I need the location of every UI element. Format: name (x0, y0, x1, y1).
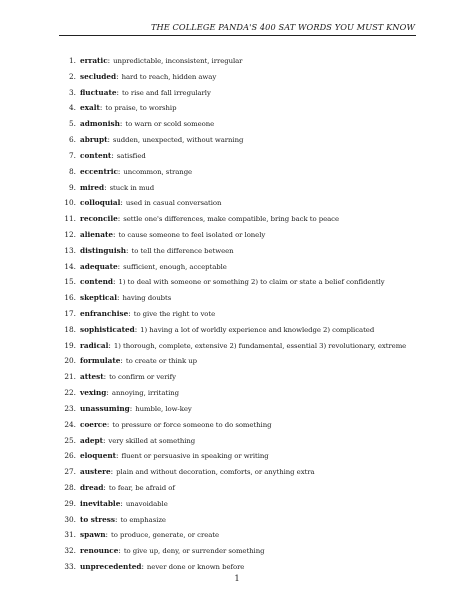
entry-number: 9. (69, 182, 76, 192)
entry-number: 27. (64, 467, 76, 477)
word-separator: : (117, 293, 120, 303)
word-separator: : (129, 403, 133, 413)
vocab-definition: humble, low-key (135, 404, 192, 413)
vocab-definition: sudden, unexpected, without warning (112, 136, 244, 145)
vocab-word: austere (80, 467, 111, 477)
entry-number: 33. (64, 562, 76, 571)
word-separator: : (119, 119, 123, 129)
vocab-definition: very skilled at something (108, 436, 196, 445)
entry-number: 24. (64, 419, 76, 429)
list-item (59, 103, 419, 119)
list-item (59, 420, 419, 436)
entry-number: 6. (69, 135, 76, 145)
vocab-definition: having doubts (122, 294, 172, 303)
vocab-word: unprecedented (80, 562, 142, 571)
vocab-word: distinguish (80, 245, 127, 255)
word-separator: : (114, 514, 118, 524)
word-separator: : (116, 71, 119, 81)
vocab-definition: fluent or persuasive in speaking or writing (121, 452, 269, 461)
vocab-word: enfranchise (80, 309, 129, 318)
entry-number: 5. (69, 119, 76, 129)
vocab-word: erratic (80, 56, 108, 65)
entry-number: 30. (64, 514, 76, 524)
entry-number: 25. (64, 435, 76, 445)
list-item (59, 530, 419, 546)
vocab-word: content (80, 150, 112, 160)
word-separator: : (134, 324, 138, 334)
entry-number: 19. (64, 340, 76, 350)
word-separator: : (117, 261, 121, 271)
entry-number: 21. (64, 372, 76, 382)
header-rule (59, 35, 416, 36)
vocab-definition: to give the right to vote (133, 310, 216, 318)
entry-number: 22. (64, 388, 76, 398)
list-item (59, 88, 419, 104)
entry-number: 11. (64, 214, 76, 224)
list-item (59, 293, 419, 309)
vocab-word: radical (80, 340, 109, 350)
vocab-definition: 1) having a lot of worldly experience and knowledge 2) complicated (140, 325, 375, 334)
vocab-word: admonish (80, 119, 120, 129)
vocab-word: attest (80, 372, 104, 382)
word-separator: : (106, 388, 109, 398)
list-item (59, 119, 419, 135)
word-separator: : (110, 467, 114, 477)
list-item (59, 230, 419, 246)
word-separator: : (126, 245, 129, 255)
word-separator: : (116, 87, 119, 97)
vocab-word: adequate (80, 261, 118, 271)
list-item (59, 499, 419, 515)
word-separator: : (116, 451, 119, 461)
vocab-word: alienate (80, 229, 113, 239)
vocabulary-list (59, 56, 419, 578)
vocab-word: eccentric (80, 166, 118, 176)
vocab-word: inevitable (80, 498, 121, 508)
vocab-word: renounce (80, 546, 119, 556)
vocab-definition: uncommon, strange (123, 167, 193, 176)
word-separator: : (111, 150, 114, 160)
vocab-word: vexing (80, 388, 107, 398)
vocab-word: reconcile (80, 214, 118, 224)
entry-number: 31. (64, 530, 76, 540)
word-separator: : (128, 309, 131, 318)
list-item (59, 198, 419, 214)
entry-number: 32. (64, 546, 76, 556)
vocab-definition: to pressure or force someone to do something (112, 420, 272, 429)
list-item (59, 404, 419, 420)
vocab-word: contend (80, 277, 114, 287)
vocab-word: formulate (80, 356, 121, 366)
list-item (59, 56, 419, 72)
word-separator: : (107, 135, 110, 145)
vocab-definition: to rise and fall irregularly (121, 88, 211, 97)
list-item (59, 135, 419, 151)
list-item (59, 341, 419, 357)
vocab-word: colloquial (80, 198, 121, 208)
vocab-word: abrupt (80, 135, 108, 145)
entry-number: 1. (69, 56, 76, 65)
word-separator: : (106, 419, 110, 429)
vocab-word: secluded (80, 71, 117, 81)
vocab-definition: to give up, deny, or surrender something (123, 547, 265, 556)
list-item (59, 183, 419, 199)
list-item (59, 388, 419, 404)
word-separator: : (99, 103, 103, 113)
list-item (59, 436, 419, 452)
vocab-definition: sufficient, enough, acceptable (123, 262, 227, 271)
entry-number: 7. (69, 150, 76, 160)
word-separator: : (108, 340, 111, 350)
word-separator: : (103, 372, 107, 382)
vocab-definition: to confirm or verify (109, 373, 176, 382)
vocab-definition: to emphasize (120, 515, 166, 524)
entry-number: 4. (69, 103, 76, 113)
vocab-definition: to tell the difference between (131, 246, 234, 255)
list-item (59, 325, 419, 341)
entry-number: 23. (64, 403, 76, 413)
vocab-word: fluctuate (80, 87, 117, 97)
vocab-definition: to produce, generate, or create (111, 531, 220, 540)
entry-number: 14. (64, 261, 76, 271)
list-item (59, 546, 419, 562)
word-separator: : (113, 277, 116, 287)
vocab-definition: 1) thorough, complete, extensive 2) fundamental, essential 3) revolutionary, extreme (113, 341, 407, 350)
word-separator: : (117, 214, 121, 224)
word-separator: : (118, 546, 121, 556)
list-item (59, 309, 419, 325)
entry-number: 3. (69, 87, 76, 97)
vocab-definition: hard to reach, hidden away (121, 72, 217, 81)
word-separator: : (120, 198, 123, 208)
vocab-definition: satisfied (116, 151, 146, 160)
vocab-word: dread (80, 482, 104, 492)
vocab-word: to stress (80, 514, 115, 524)
list-item (59, 214, 419, 230)
vocab-definition: to warn or scold someone (125, 120, 215, 129)
vocab-word: exalt (80, 103, 100, 113)
entry-number: 18. (64, 324, 76, 334)
entry-number: 13. (64, 245, 76, 255)
vocab-definition: stuck in mud (109, 183, 155, 192)
vocab-word: mired (80, 182, 105, 192)
entry-number: 15. (64, 277, 76, 287)
vocab-definition: used in casual conversation (125, 199, 222, 208)
vocab-definition: to fear, be afraid of (108, 483, 175, 492)
entry-number: 16. (64, 293, 76, 303)
vocab-word: unassuming (80, 403, 130, 413)
entry-number: 26. (64, 451, 76, 461)
vocab-definition: unavoidable (125, 499, 168, 508)
entry-number: 29. (64, 498, 76, 508)
vocab-definition: unpredictable, inconsistent, irregular (113, 57, 243, 65)
vocab-definition: 1) to deal with someone or something 2) to claim or state a belief confidently (118, 278, 385, 287)
entry-number: 8. (69, 166, 76, 176)
list-item (59, 451, 419, 467)
list-item (59, 167, 419, 183)
entry-number: 28. (64, 482, 76, 492)
entry-number: 17. (64, 309, 76, 318)
list-item (59, 356, 419, 372)
vocab-definition: to praise, to worship (105, 104, 177, 113)
list-item (59, 151, 419, 167)
vocab-word: coerce (80, 419, 107, 429)
entry-number: 10. (64, 198, 76, 208)
list-item (59, 246, 419, 262)
list-item (59, 277, 419, 293)
list-item (59, 483, 419, 499)
running-header: THE COLLEGE PANDA'S 400 SAT WORDS YOU MUST KNOW (150, 22, 415, 32)
word-separator: : (141, 562, 144, 571)
word-separator: : (117, 166, 121, 176)
vocab-definition: plain and without decoration, comforts, or anything extra (116, 468, 315, 477)
word-separator: : (102, 435, 106, 445)
vocab-definition: never done or known before (146, 563, 245, 571)
vocab-definition: annoying, irritating (111, 389, 180, 398)
list-item (59, 262, 419, 278)
list-item (59, 372, 419, 388)
word-separator: : (120, 356, 123, 366)
list-item (59, 515, 419, 531)
vocab-word: adept (80, 435, 103, 445)
vocab-word: spawn (80, 530, 106, 540)
vocab-definition: to cause someone to feel isolated or lonely (118, 230, 266, 239)
vocab-word: sophisticated (80, 324, 135, 334)
entry-number: 2. (69, 71, 76, 81)
entry-number: 20. (64, 356, 76, 366)
vocab-definition: settle one's differences, make compatible, bring back to peace (123, 215, 339, 224)
word-separator: : (104, 182, 107, 192)
word-separator: : (107, 56, 111, 65)
vocab-word: skeptical (80, 293, 117, 303)
vocab-definition: to create or think up (125, 357, 197, 366)
word-separator: : (103, 482, 106, 492)
vocab-word: eloquent (80, 451, 117, 461)
entry-number: 12. (64, 229, 76, 239)
word-separator: : (120, 498, 123, 508)
list-item (59, 72, 419, 88)
word-separator: : (112, 229, 116, 239)
word-separator: : (105, 530, 108, 540)
page-number: 1 (234, 573, 240, 583)
list-item (59, 467, 419, 483)
